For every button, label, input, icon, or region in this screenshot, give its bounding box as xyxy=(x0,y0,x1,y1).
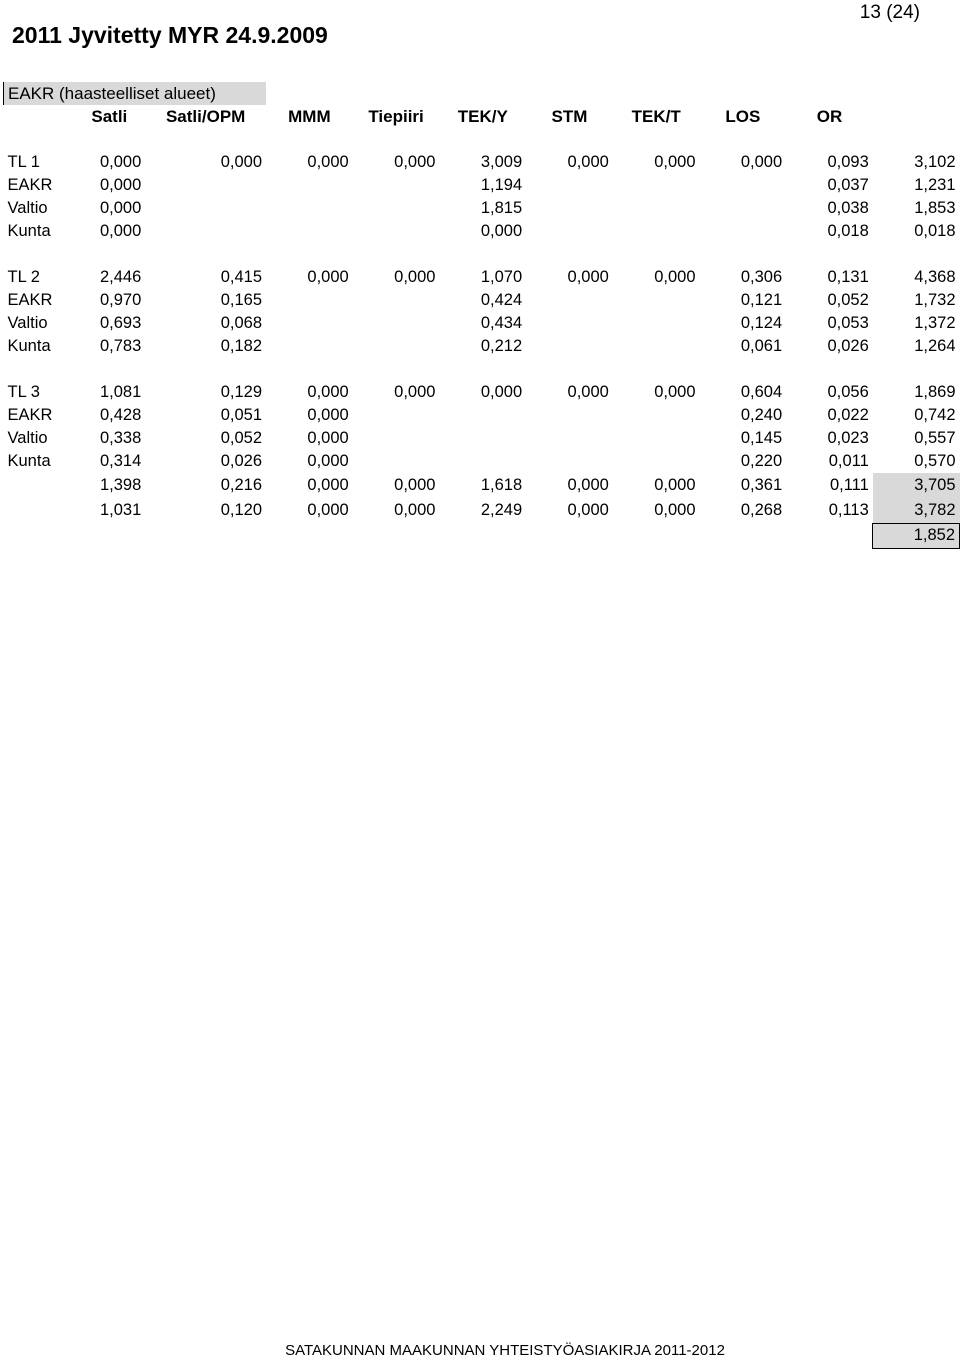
table-cell xyxy=(353,335,440,358)
table-cell: 0,145 xyxy=(740,429,783,447)
table-cell: 0,000 xyxy=(654,153,696,171)
table-cell: 0,026 xyxy=(220,452,263,470)
table-cell xyxy=(526,335,613,358)
table-cell: 0,000 xyxy=(307,268,349,286)
table-cell: 1,372 xyxy=(914,314,956,332)
table-cell: 1,231 xyxy=(914,176,956,194)
table-cell xyxy=(700,358,787,381)
total-cell: 0,000 xyxy=(394,476,436,494)
total-cell: 0,216 xyxy=(220,476,263,494)
table-cell: 0,742 xyxy=(914,406,956,424)
page-title: 2011 Jyvitetty MYR 24.9.2009 xyxy=(12,22,328,48)
column-header: MMM xyxy=(288,106,331,126)
table-cell: 0,306 xyxy=(740,268,783,286)
total-cell: 1,031 xyxy=(99,501,142,519)
table-cell xyxy=(613,312,700,335)
table-cell xyxy=(613,450,700,473)
table-cell: 0,053 xyxy=(827,314,869,332)
table-cell: 0,000 xyxy=(654,383,696,401)
table-cell xyxy=(613,404,700,427)
table-cell: 0,783 xyxy=(99,337,142,355)
table-cell: 0,000 xyxy=(567,383,609,401)
total-cell: 0,111 xyxy=(829,476,869,494)
column-header: OR xyxy=(816,106,843,126)
table-cell xyxy=(613,427,700,450)
table-cell: 0,428 xyxy=(99,406,142,424)
table-cell: 0,000 xyxy=(220,153,263,171)
empty-cell xyxy=(353,82,440,105)
table-cell xyxy=(439,450,526,473)
table-cell: 0,220 xyxy=(740,452,783,470)
table-cell xyxy=(700,197,787,220)
row-label: Kunta xyxy=(7,337,51,355)
table-cell: 0,240 xyxy=(740,406,783,424)
table-cell: 0,026 xyxy=(827,337,869,355)
table-cell: 0,693 xyxy=(99,314,142,332)
table-cell xyxy=(266,312,353,335)
table-cell: 0,000 xyxy=(394,383,436,401)
row-label: TL 3 xyxy=(7,383,40,401)
table-cell: 0,000 xyxy=(307,153,349,171)
table-row xyxy=(4,381,960,404)
table-cell: 0,000 xyxy=(307,406,349,424)
total-cell xyxy=(4,498,74,523)
table-haasteelliset xyxy=(3,82,960,549)
section-title: EAKR (haasteelliset alueet) xyxy=(4,82,267,105)
page-number: 13 (24) xyxy=(859,2,920,23)
table-cell: 1,853 xyxy=(914,199,956,217)
totals-row xyxy=(4,473,960,498)
table-cell: 0,000 xyxy=(480,222,523,240)
table-cell: 0,018 xyxy=(827,222,869,240)
empty-cell xyxy=(439,523,526,548)
table-row xyxy=(4,151,960,174)
table-cell: 0,000 xyxy=(654,268,696,286)
table-cell xyxy=(873,358,960,381)
table-cell xyxy=(613,335,700,358)
table-cell: 0,061 xyxy=(740,337,783,355)
table-cell xyxy=(526,312,613,335)
table-cell: 0,000 xyxy=(307,429,349,447)
table-row xyxy=(4,427,960,450)
total-cell: 0,000 xyxy=(307,501,349,519)
table-cell: 0,000 xyxy=(480,383,523,401)
table-cell: 0,424 xyxy=(480,291,523,309)
row-label xyxy=(4,358,74,381)
table-row xyxy=(4,404,960,427)
table-cell: 0,000 xyxy=(99,222,142,240)
empty-cell xyxy=(613,128,700,151)
empty-cell xyxy=(700,128,787,151)
table-cell: 0,022 xyxy=(827,406,869,424)
table-cell xyxy=(353,289,440,312)
table-cell: 3,102 xyxy=(914,153,956,171)
table-cell: 0,093 xyxy=(827,153,869,171)
table-cell xyxy=(526,450,613,473)
table-cell: 0,018 xyxy=(914,222,956,240)
table-cell xyxy=(700,220,787,243)
column-header: TEK/T xyxy=(631,106,681,126)
table-cell xyxy=(613,220,700,243)
table-cell: 0,000 xyxy=(307,452,349,470)
empty-cell xyxy=(266,128,353,151)
table-cell: 0,129 xyxy=(220,383,263,401)
table-cell: 0,000 xyxy=(307,383,349,401)
table-cell: 0,165 xyxy=(220,291,263,309)
column-header-row xyxy=(4,105,960,128)
empty-cell xyxy=(73,523,145,548)
table-row xyxy=(4,312,960,335)
empty-cell xyxy=(526,128,613,151)
empty-cell xyxy=(439,82,526,105)
table-cell: 3,009 xyxy=(480,153,523,171)
table-cell xyxy=(353,427,440,450)
row-label: TL 1 xyxy=(7,153,40,171)
table-cell: 0,970 xyxy=(99,291,142,309)
table-cell xyxy=(266,335,353,358)
total-cell: 0,000 xyxy=(394,501,436,519)
table-cell: 0,023 xyxy=(827,429,869,447)
empty-cell xyxy=(353,128,440,151)
empty-cell xyxy=(786,523,873,548)
table-cell: 0,068 xyxy=(220,314,263,332)
table-cell xyxy=(266,243,353,266)
table-cell xyxy=(526,197,613,220)
table-cell xyxy=(353,243,440,266)
table-cell xyxy=(526,358,613,381)
table-cell xyxy=(613,358,700,381)
total-cell: 2,249 xyxy=(480,501,523,519)
table-row xyxy=(4,266,960,289)
empty-cell xyxy=(145,128,266,151)
table-cell xyxy=(526,427,613,450)
table-cell: 0,604 xyxy=(740,383,783,401)
table-cell: 0,124 xyxy=(740,314,783,332)
column-header: STM xyxy=(551,106,588,126)
table-row xyxy=(4,358,960,381)
row-label: Kunta xyxy=(7,452,51,470)
table-cell: 1,194 xyxy=(480,176,523,194)
column-header: Satli xyxy=(91,106,128,126)
footer: SATAKUNNAN MAAKUNNAN YHTEISTYÖASIAKIRJA 2011-2012 xyxy=(285,1342,725,1359)
table-cell xyxy=(526,404,613,427)
table-cell: 0,000 xyxy=(740,153,783,171)
table-cell: 0,000 xyxy=(567,268,609,286)
row-label: EAKR xyxy=(7,176,53,194)
table-cell: 0,434 xyxy=(480,314,523,332)
empty-cell xyxy=(526,82,613,105)
table-cell: 1,070 xyxy=(480,268,523,286)
table-cell xyxy=(439,404,526,427)
table-cell xyxy=(266,289,353,312)
table-cell xyxy=(145,174,266,197)
table-cell: 0,056 xyxy=(827,383,869,401)
empty-cell xyxy=(613,82,700,105)
table-cell: 0,052 xyxy=(220,429,263,447)
table-cell xyxy=(439,243,526,266)
table-cell xyxy=(145,220,266,243)
table-cell: 0,000 xyxy=(394,268,436,286)
empty-cell xyxy=(526,523,613,548)
column-header: Satli/OPM xyxy=(165,106,246,126)
total-cell: 0,268 xyxy=(740,501,783,519)
column-header: Tiepiiri xyxy=(368,106,424,126)
total-cell: 0,000 xyxy=(307,476,349,494)
empty-cell xyxy=(266,523,353,548)
table-cell: 0,011 xyxy=(828,452,869,470)
empty-cell xyxy=(4,128,74,151)
table-cell: 0,000 xyxy=(99,199,142,217)
empty-cell xyxy=(266,82,353,105)
total-cell xyxy=(4,473,74,498)
table-cell xyxy=(266,174,353,197)
empty-cell xyxy=(613,523,700,548)
total-cell: 0,361 xyxy=(740,476,783,494)
table-cell: 0,000 xyxy=(99,176,142,194)
table-cell: 0,000 xyxy=(99,153,142,171)
empty-cell xyxy=(4,523,74,548)
table-cell: 1,732 xyxy=(914,291,956,309)
total-cell: 1,398 xyxy=(99,476,142,494)
table-cell: 1,815 xyxy=(480,199,523,217)
empty-cell xyxy=(786,82,873,105)
table-cell xyxy=(266,358,353,381)
table-cell xyxy=(786,358,873,381)
row-label: EAKR xyxy=(7,406,53,424)
extra-row xyxy=(4,523,960,548)
empty-cell xyxy=(439,128,526,151)
row-label: Valtio xyxy=(7,429,48,447)
row-label xyxy=(4,243,74,266)
column-header: TEK/Y xyxy=(457,106,508,126)
row-label: Kunta xyxy=(7,222,51,240)
total-cell: 3,782 xyxy=(873,498,960,523)
total-cell: 3,705 xyxy=(873,473,960,498)
total-cell: 0,000 xyxy=(654,501,696,519)
table-cell xyxy=(145,197,266,220)
total-cell: 0,120 xyxy=(220,501,263,519)
table-row xyxy=(4,220,960,243)
table-row xyxy=(4,289,960,312)
table-cell xyxy=(613,289,700,312)
table-cell xyxy=(700,174,787,197)
total-cell: 0,000 xyxy=(567,476,609,494)
table-cell xyxy=(526,174,613,197)
table-cell xyxy=(700,243,787,266)
table-cell: 0,000 xyxy=(567,153,609,171)
table-cell: 1,081 xyxy=(99,383,142,401)
table-cell: 0,570 xyxy=(914,452,956,470)
table-row xyxy=(4,243,960,266)
table-row xyxy=(4,450,960,473)
table-cell: 2,446 xyxy=(99,268,142,286)
total-cell: 1,618 xyxy=(480,476,523,494)
table-cell xyxy=(266,197,353,220)
table-cell: 0,121 xyxy=(740,291,783,309)
total-cell: 0,113 xyxy=(828,501,869,519)
table-cell xyxy=(526,289,613,312)
table-cell xyxy=(353,174,440,197)
table-cell xyxy=(73,358,145,381)
empty-cell xyxy=(73,128,145,151)
empty-cell xyxy=(873,82,960,105)
table-cell: 4,368 xyxy=(914,268,956,286)
table-cell: 0,037 xyxy=(827,176,869,194)
table-cell: 0,314 xyxy=(99,452,142,470)
table-cell xyxy=(439,427,526,450)
table-cell: 0,182 xyxy=(220,337,263,355)
table-cell: 0,131 xyxy=(827,268,869,286)
totals-row xyxy=(4,498,960,523)
table-cell: 0,038 xyxy=(827,199,869,217)
table-cell xyxy=(526,243,613,266)
header-corner xyxy=(4,105,74,128)
table-cell xyxy=(353,450,440,473)
empty-cell xyxy=(353,523,440,548)
table-cell: 0,557 xyxy=(914,429,956,447)
table-cell: 1,264 xyxy=(914,337,956,355)
row-label: Valtio xyxy=(7,314,48,332)
table-cell xyxy=(873,243,960,266)
total-cell: 0,000 xyxy=(567,501,609,519)
table-cell: 0,000 xyxy=(394,153,436,171)
empty-cell xyxy=(145,523,266,548)
row-label: EAKR xyxy=(7,291,53,309)
table-row xyxy=(4,174,960,197)
table-cell xyxy=(353,358,440,381)
row-label: TL 2 xyxy=(7,268,40,286)
table-cell xyxy=(526,220,613,243)
table-cell: 0,415 xyxy=(220,268,263,286)
extra-total: 1,852 xyxy=(873,523,960,548)
table-cell xyxy=(145,358,266,381)
empty-cell xyxy=(786,128,873,151)
spacer-row xyxy=(4,128,960,151)
empty-cell xyxy=(700,523,787,548)
empty-cell xyxy=(700,82,787,105)
section-title-row xyxy=(4,82,960,105)
table-cell xyxy=(786,243,873,266)
table-cell xyxy=(353,404,440,427)
table-cell: 0,052 xyxy=(827,291,869,309)
table-cell xyxy=(613,243,700,266)
table-cell xyxy=(353,312,440,335)
header-empty xyxy=(873,105,960,128)
column-header: LOS xyxy=(725,106,761,126)
table-cell xyxy=(73,243,145,266)
table-cell: 0,338 xyxy=(99,429,142,447)
table-cell xyxy=(439,358,526,381)
total-cell: 0,000 xyxy=(654,476,696,494)
table-cell xyxy=(353,197,440,220)
row-label: Valtio xyxy=(7,199,48,217)
table-cell xyxy=(353,220,440,243)
empty-cell xyxy=(873,128,960,151)
table-row xyxy=(4,335,960,358)
table-cell: 1,869 xyxy=(914,383,956,401)
table-cell: 0,212 xyxy=(480,337,523,355)
table-cell xyxy=(613,174,700,197)
table-cell xyxy=(613,197,700,220)
table-cell: 0,051 xyxy=(220,406,263,424)
table-cell xyxy=(145,243,266,266)
table-row xyxy=(4,197,960,220)
table-cell xyxy=(266,220,353,243)
